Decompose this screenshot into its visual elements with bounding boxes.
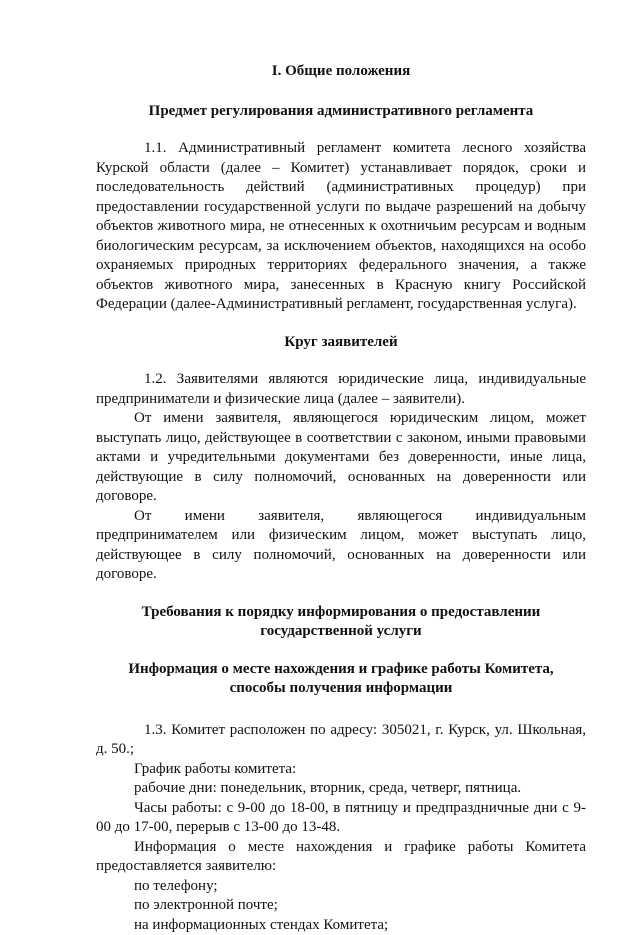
list-item: на информационных стендах Комитета; xyxy=(134,916,586,935)
list-item: по телефону; xyxy=(134,877,586,897)
requirements-title-line-2: государственной услуги xyxy=(96,622,586,642)
info-title-line-1: Информация о месте нахождения и графике работы Комитета, xyxy=(96,660,586,680)
paragraph-1-3: 1.3. Комитет расположен по адресу: 305021, г. Курск, ул. Школьная, д. 50.; xyxy=(96,721,586,760)
info-title-line-2: способы получения информации xyxy=(96,679,586,699)
paragraph-individual: От имени заявителя, являющегося индивидуальным предпринимателем или физическим лицом, может выступать лицо, действующее в силу полномочий, основанных на доверенности или договоре. xyxy=(96,507,586,585)
paragraph-1-2: 1.2. Заявителями являются юридические лица, индивидуальные предприниматели и физические лица (далее – заявители). xyxy=(96,370,586,409)
paragraph-legal-entity: От имени заявителя, являющегося юридическим лицом, может выступать лицо, действующее в соответствии с законом, иными правовыми актами и учредительными документами без доверенности, иные лица, действующие в силу полномочий, основанных на доверенности или договоре. xyxy=(96,409,586,507)
info-channels-list xyxy=(96,877,586,935)
schedule-block xyxy=(96,760,586,799)
applicants-title: Круг заявителей xyxy=(96,333,586,353)
paragraph-info: Информация о месте нахождения и графике работы Комитета предоставляется заявителю: xyxy=(96,838,586,877)
requirements-title-line-1: Требования к порядку информирования о предоставлении xyxy=(96,603,586,623)
schedule-label: График работы комитета: xyxy=(134,760,586,780)
list-item: по электронной почте; xyxy=(134,896,586,916)
document-page xyxy=(96,58,586,935)
workdays-line: рабочие дни: понедельник, вторник, среда, четверг, пятница. xyxy=(134,779,586,799)
section-title: I. Общие положения xyxy=(96,62,586,82)
paragraph-1-1: 1.1. Административный регламент комитета лесного хозяйства Курской области (далее – Комитет) устанавливает порядок, сроки и последовательность действий (административных процедур) при предоставлении государственной услуги по выдаче разрешений на добычу объектов животного мира, не отнесенных к охотничьим ресурсам и водным биологическим ресурсам, за исключением объектов, находящихся на особо охраняемых природных территориях федерального значения, а также объектов животного мира, занесенных в Красную книгу Российской Федерации (далее-Административный регламент, государственная услуга). xyxy=(96,139,586,315)
working-hours: Часы работы: с 9-00 до 18-00, в пятницу и предпраздничные дни с 9-00 до 17-00, перерыв с 13-00 до 13-48. xyxy=(96,799,586,838)
subject-title: Предмет регулирования административного регламента xyxy=(96,102,586,122)
